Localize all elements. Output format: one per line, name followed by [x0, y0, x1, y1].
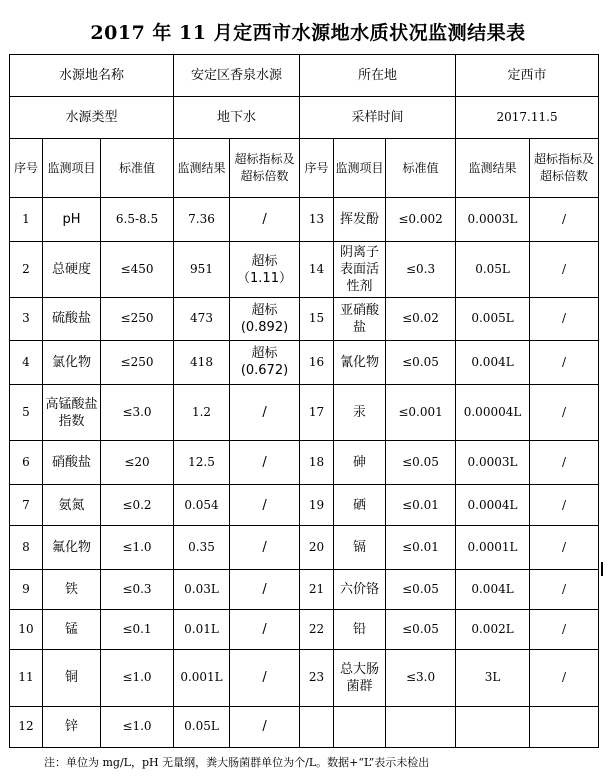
table-row — [10, 197, 599, 241]
table-row — [10, 485, 599, 525]
cell-item-2: 铅 — [334, 610, 386, 650]
cell-result-2: 0.05L — [456, 242, 530, 298]
cell-exceed-2: / — [530, 441, 599, 485]
cell-seq-2: 15 — [300, 298, 334, 340]
cell-item-2: 挥发酚 — [334, 197, 386, 241]
cell-item-2: 镉 — [334, 525, 386, 569]
header-exceed: 超标指标及超标倍数 — [230, 139, 300, 197]
cell-seq-2: 23 — [300, 650, 334, 706]
cell-item: 氨氮 — [43, 485, 101, 525]
cell-seq: 1 — [10, 197, 43, 241]
cell-seq-2: 16 — [300, 340, 334, 384]
cell-result-2: 0.004L — [456, 569, 530, 609]
source-type-value: 地下水 — [174, 97, 300, 139]
header-exceed-2: 超标指标及超标倍数 — [530, 139, 599, 197]
cell-result-2: 0.002L — [456, 610, 530, 650]
cell-standard-2: ≤0.05 — [386, 569, 456, 609]
cell-standard: ≤20 — [101, 441, 174, 485]
cell-exceed: / — [230, 569, 300, 609]
cell-item: 硝酸盐 — [43, 441, 101, 485]
cell-exceed-2: / — [530, 650, 599, 706]
cell-exceed: / — [230, 525, 300, 569]
cell-standard: ≤0.3 — [101, 569, 174, 609]
cell-standard: ≤250 — [101, 298, 174, 340]
cell-seq-2: 14 — [300, 242, 334, 298]
cell-seq: 12 — [10, 706, 43, 747]
table-row — [10, 650, 599, 706]
cell-standard-2: ≤0.002 — [386, 197, 456, 241]
cell-seq: 6 — [10, 441, 43, 485]
header-item: 监测项目 — [43, 139, 101, 197]
page-title: 2017 年 11 月定西市水源地水质状况监测结果表 — [90, 22, 526, 44]
cell-standard: ≤0.1 — [101, 610, 174, 650]
cell-exceed: / — [230, 441, 300, 485]
cell-result: 7.36 — [174, 197, 230, 241]
sampling-time-value: 2017.11.5 — [456, 97, 599, 139]
cell-seq-2: 13 — [300, 197, 334, 241]
cell-result-2: 0.0001L — [456, 525, 530, 569]
cell-item-2: 砷 — [334, 441, 386, 485]
cell-result: 12.5 — [174, 441, 230, 485]
cell-exceed: / — [230, 650, 300, 706]
cell-standard: 6.5-8.5 — [101, 197, 174, 241]
cell-exceed-2: / — [530, 298, 599, 340]
cell-standard: ≤1.0 — [101, 706, 174, 747]
cell-result: 0.001L — [174, 650, 230, 706]
cell-item-2: 硒 — [334, 485, 386, 525]
cell-exceed-2: / — [530, 197, 599, 241]
cell-result-2: 0.00004L — [456, 384, 530, 440]
cell-result: 1.2 — [174, 384, 230, 440]
cell-result-2: 3L — [456, 650, 530, 706]
cell-exceed-2: / — [530, 485, 599, 525]
cell-exceed-2 — [530, 706, 599, 747]
cell-exceed: / — [230, 610, 300, 650]
cell-standard: ≤450 — [101, 242, 174, 298]
cell-exceed: 超标(0.892) — [230, 298, 300, 340]
cell-result-2: 0.0004L — [456, 485, 530, 525]
source-type-label: 水源类型 — [10, 97, 174, 139]
cell-exceed: / — [230, 485, 300, 525]
cell-standard: ≤0.2 — [101, 485, 174, 525]
cell-result-2: 0.0003L — [456, 197, 530, 241]
cell-standard-2: ≤0.05 — [386, 441, 456, 485]
location-value: 定西市 — [456, 55, 599, 97]
cell-result: 0.03L — [174, 569, 230, 609]
cell-item-2: 六价铬 — [334, 569, 386, 609]
cell-item: 总硬度 — [43, 242, 101, 298]
table-row — [10, 610, 599, 650]
table-row — [10, 340, 599, 384]
cell-exceed-2: / — [530, 569, 599, 609]
cell-seq: 8 — [10, 525, 43, 569]
header-seq-2: 序号 — [300, 139, 334, 197]
cell-item: 硫酸盐 — [43, 298, 101, 340]
footnote: 注：单位为 mg/L，pH 无量纲，粪大肠菌群单位为个/L。数据+“L”表示未检出 — [44, 756, 430, 769]
cell-result: 418 — [174, 340, 230, 384]
cell-result: 0.01L — [174, 610, 230, 650]
cell-result: 951 — [174, 242, 230, 298]
cell-standard: ≤1.0 — [101, 525, 174, 569]
table-row — [10, 242, 599, 298]
cell-standard-2: ≤0.001 — [386, 384, 456, 440]
cell-standard-2: ≤0.05 — [386, 610, 456, 650]
info-row-2 — [10, 97, 599, 139]
cell-exceed: / — [230, 384, 300, 440]
cell-result-2: 0.004L — [456, 340, 530, 384]
cell-exceed-2: / — [530, 384, 599, 440]
cell-item: 铜 — [43, 650, 101, 706]
cell-seq-2 — [300, 706, 334, 747]
cell-exceed-2: / — [530, 610, 599, 650]
cell-seq: 3 — [10, 298, 43, 340]
cell-seq: 7 — [10, 485, 43, 525]
cell-exceed: 超标(0.672) — [230, 340, 300, 384]
table-row — [10, 298, 599, 340]
cell-exceed-2: / — [530, 525, 599, 569]
cell-standard-2: ≤3.0 — [386, 650, 456, 706]
cell-item-2: 总大肠菌群 — [334, 650, 386, 706]
cell-result: 0.054 — [174, 485, 230, 525]
cell-standard-2: ≤0.01 — [386, 525, 456, 569]
cell-seq: 2 — [10, 242, 43, 298]
cell-item-2: 亚硝酸盐 — [334, 298, 386, 340]
location-label: 所在地 — [300, 55, 456, 97]
cell-seq-2: 19 — [300, 485, 334, 525]
cell-standard-2: ≤0.3 — [386, 242, 456, 298]
source-name-label: 水源地名称 — [10, 55, 174, 97]
cell-exceed: / — [230, 706, 300, 747]
cell-seq: 5 — [10, 384, 43, 440]
cell-standard: ≤250 — [101, 340, 174, 384]
cell-item: 氟化物 — [43, 525, 101, 569]
cell-result-2 — [456, 706, 530, 747]
cell-item-2: 阴离子表面活性剂 — [334, 242, 386, 298]
sampling-time-label: 采样时间 — [300, 97, 456, 139]
cell-item: pH — [43, 197, 101, 241]
cell-seq-2: 17 — [300, 384, 334, 440]
column-header-row — [10, 139, 599, 197]
cell-item: 铁 — [43, 569, 101, 609]
cell-seq-2: 22 — [300, 610, 334, 650]
table-row — [10, 441, 599, 485]
cell-standard-2: ≤0.05 — [386, 340, 456, 384]
header-result-2: 监测结果 — [456, 139, 530, 197]
header-standard: 标准值 — [101, 139, 174, 197]
cell-seq-2: 21 — [300, 569, 334, 609]
cell-item: 锰 — [43, 610, 101, 650]
cell-exceed: / — [230, 197, 300, 241]
cell-exceed-2: / — [530, 242, 599, 298]
cell-seq: 10 — [10, 610, 43, 650]
cell-standard-2 — [386, 706, 456, 747]
header-standard-2: 标准值 — [386, 139, 456, 197]
source-name-value: 安定区香泉水源 — [174, 55, 300, 97]
cell-exceed-2: / — [530, 340, 599, 384]
cell-result-2: 0.005L — [456, 298, 530, 340]
cell-item-2: 汞 — [334, 384, 386, 440]
cell-seq-2: 18 — [300, 441, 334, 485]
water-quality-table — [9, 54, 599, 748]
table-row — [10, 706, 599, 747]
cell-exceed: 超标（1.11） — [230, 242, 300, 298]
table-row — [10, 525, 599, 569]
cell-result-2: 0.0003L — [456, 441, 530, 485]
cell-item: 氯化物 — [43, 340, 101, 384]
cell-seq-2: 20 — [300, 525, 334, 569]
cell-standard: ≤3.0 — [101, 384, 174, 440]
header-seq: 序号 — [10, 139, 43, 197]
cell-seq: 11 — [10, 650, 43, 706]
cell-seq: 4 — [10, 340, 43, 384]
cell-item-2: 氰化物 — [334, 340, 386, 384]
table-row — [10, 569, 599, 609]
cell-standard-2: ≤0.02 — [386, 298, 456, 340]
cell-seq: 9 — [10, 569, 43, 609]
info-row-1 — [10, 55, 599, 97]
cell-result: 473 — [174, 298, 230, 340]
table-row — [10, 384, 599, 440]
cell-item: 高锰酸盐指数 — [43, 384, 101, 440]
edge-mark — [601, 562, 603, 576]
cell-result: 0.35 — [174, 525, 230, 569]
cell-item: 锌 — [43, 706, 101, 747]
cell-item-2 — [334, 706, 386, 747]
cell-standard-2: ≤0.01 — [386, 485, 456, 525]
cell-standard: ≤1.0 — [101, 650, 174, 706]
cell-result: 0.05L — [174, 706, 230, 747]
header-item-2: 监测项目 — [334, 139, 386, 197]
header-result: 监测结果 — [174, 139, 230, 197]
